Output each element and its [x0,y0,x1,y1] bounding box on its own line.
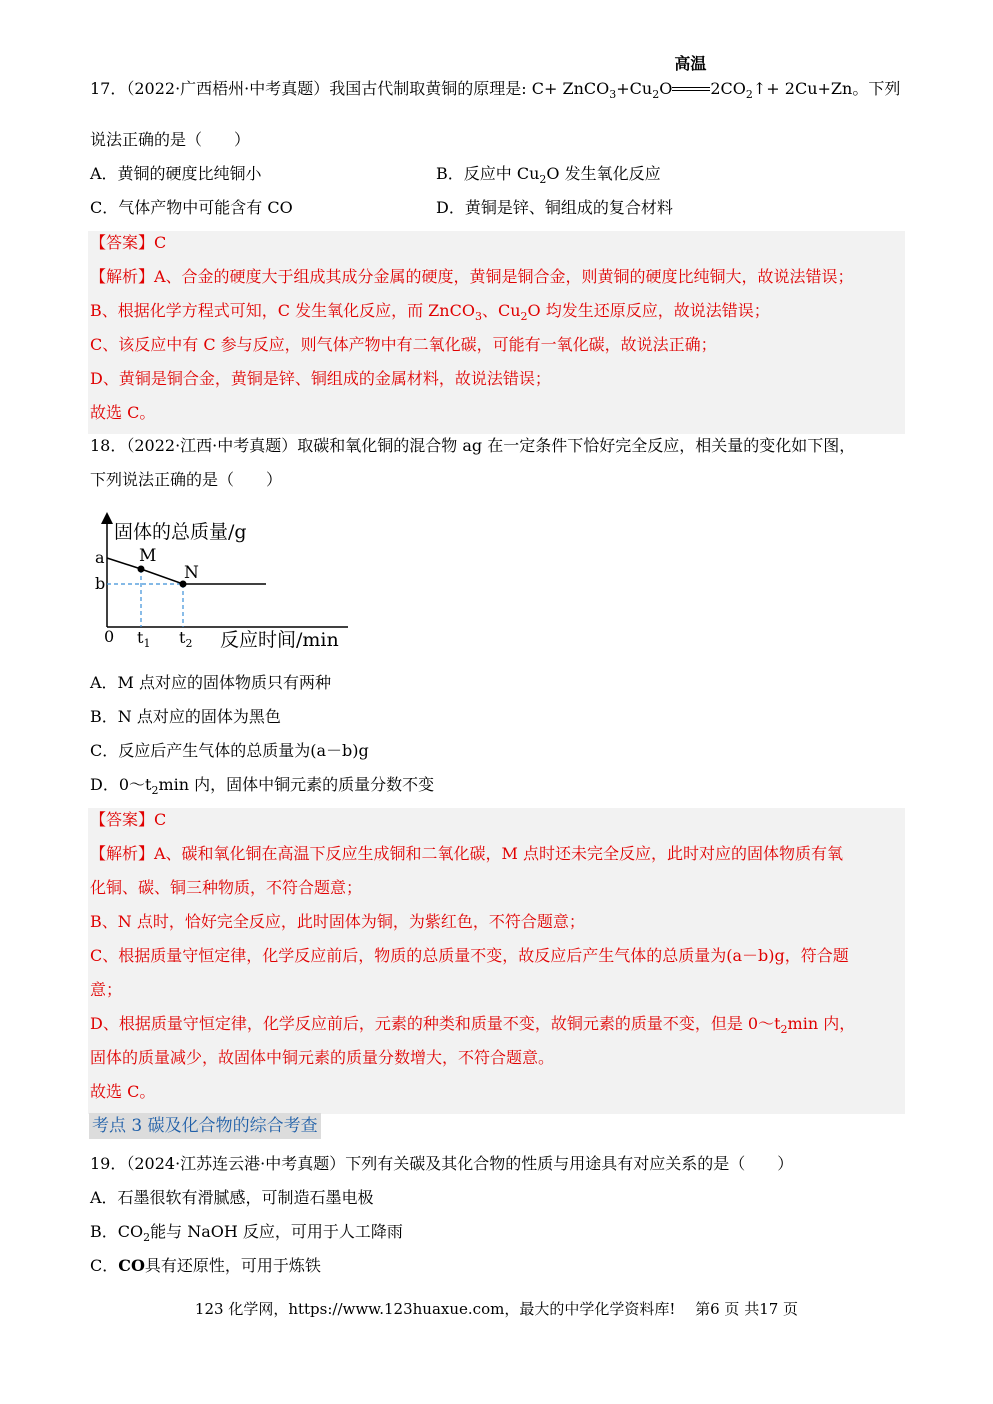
x-axis-label: 反应时间/min [220,629,339,651]
q17-analysis-4: D、黄铜是铜合金，黄铜是锌、铜组成的金属材料，故说法错误； [90,369,551,388]
q19-option-b: B．$CO_2$能与 NaOH 反应，可用于人工降雨 [90,1222,403,1245]
page-footer: 123 化学网，https://www.123huaxue.com，最大的中学化学资料库! 第6 页 共17 页 [194,1300,799,1318]
y-tick-a: a [95,548,105,567]
q18-option-c: C．反应后产生气体的总质量为(a－b)g [90,741,369,760]
q17-analysis-5: 故选 C。 [90,403,156,422]
q19-option-c: C．CO具有还原性，可用于炼铁 [90,1256,321,1275]
q18-analysis-7: 固体的质量减少，故固体中铜元素的质量分数增大，不符合题意。 [90,1048,555,1067]
q18-stem-line1: 18．（2022·江西·中考真题）取碳和氧化铜的混合物 ag 在一定条件下恰好完全反应，相关量的变化如下图， [90,436,856,455]
y-tick-b: b [95,574,106,593]
q18-analysis-5: 意； [90,980,123,999]
q17-option-c: C．气体产物中可能含有 CO [90,198,293,217]
point-m [138,566,145,573]
q19-option-a: A．石墨很软有滑腻感，可制造石墨电极 [90,1188,374,1207]
x-tick-t2: $t_2$ [179,628,193,650]
q18-option-a: A．M 点对应的固体物质只有两种 [90,673,332,692]
q18-analysis-4: C、根据质量守恒定律，化学反应前后，物质的总质量不变，故反应后产生气体的总质量为(a－b)g，符合题 [90,946,849,965]
mass-time-chart [90,512,360,657]
q17-analysis-3: C、该反应中有 C 参与反应，则气体产物中有二氧化碳，可能有一氧化碳，故说法正确； [90,335,717,354]
y-axis-label: 固体的总质量/g [114,521,247,543]
q18-option-d: D．$0\sim t_2\min$ 内，固体中铜元素的质量分数不变 [90,775,435,798]
q17-answer-block [88,231,905,434]
q17-answer: 【答案】C [90,233,167,252]
q18-analysis-2: 化铜、碳、铜三种物质，不符合题意； [90,878,363,897]
q18-answer: 【答案】C [90,810,167,829]
q17-option-d: D．黄铜是锌、铜组成的复合材料 [436,198,673,217]
origin-label: 0 [104,627,115,646]
q17-option-a: A．黄铜的硬度比纯铜小 [90,164,262,183]
q17-option-b: B．反应中 $Cu_2O$ 发生氧化反应 [436,164,661,187]
q18-option-b: B．N 点对应的固体为黑色 [90,707,281,726]
q17-analysis-2: B、根据化学方程式可知，C 发生氧化反应，而 ZnCO$_3$、$Cu_2O$ 均发生还原反应，故说法错误； [90,301,770,324]
q18-analysis-3: B、N 点时，恰好完全反应，此时固体为铜，为紫红色，不符合题意； [90,912,585,931]
reaction-condition: 高温 [672,78,710,100]
point-n-label: N [184,563,199,583]
q17-stem: 17．（2022·广西梧州·中考真题）我国古代制取黄铜的原理是: $C+ ZnCO_3+Cu_2O$ 高温 $2CO_2↑+ 2Cu+Zn$。下列 [90,54,901,102]
q18-analysis-1: 【解析】A、碳和氧化铜在高温下反应生成铜和二氧化碳，M 点时还未完全反应，此时对应的固体物质有氧 [90,844,844,863]
q18-analysis-6: D、根据质量守恒定律，化学反应前后，元素的种类和质量不变，故铜元素的质量不变，但是 $0\sim t_2\min$ 内， [90,1014,856,1037]
point-m-label: M [139,546,157,566]
q18-analysis-8: 故选 C。 [90,1082,156,1101]
x-tick-t1: $t_1$ [137,628,151,650]
q18-stem-line2: 下列说法正确的是（ ） [90,470,283,489]
section-3-title: 考点 3 碳及化合物的综合考查 [89,1113,321,1139]
q19-stem: 19．（2024·江苏连云港·中考真题）下列有关碳及其化合物的性质与用途具有对应关系的是（ ） [90,1154,794,1173]
q17-stem-line2: 说法正确的是（ ） [90,130,251,149]
q17-analysis-1: 【解析】A、合金的硬度大于组成其成分金属的硬度，黄铜是铜合金，则黄铜的硬度比纯铜大，故说法错误； [90,267,854,286]
